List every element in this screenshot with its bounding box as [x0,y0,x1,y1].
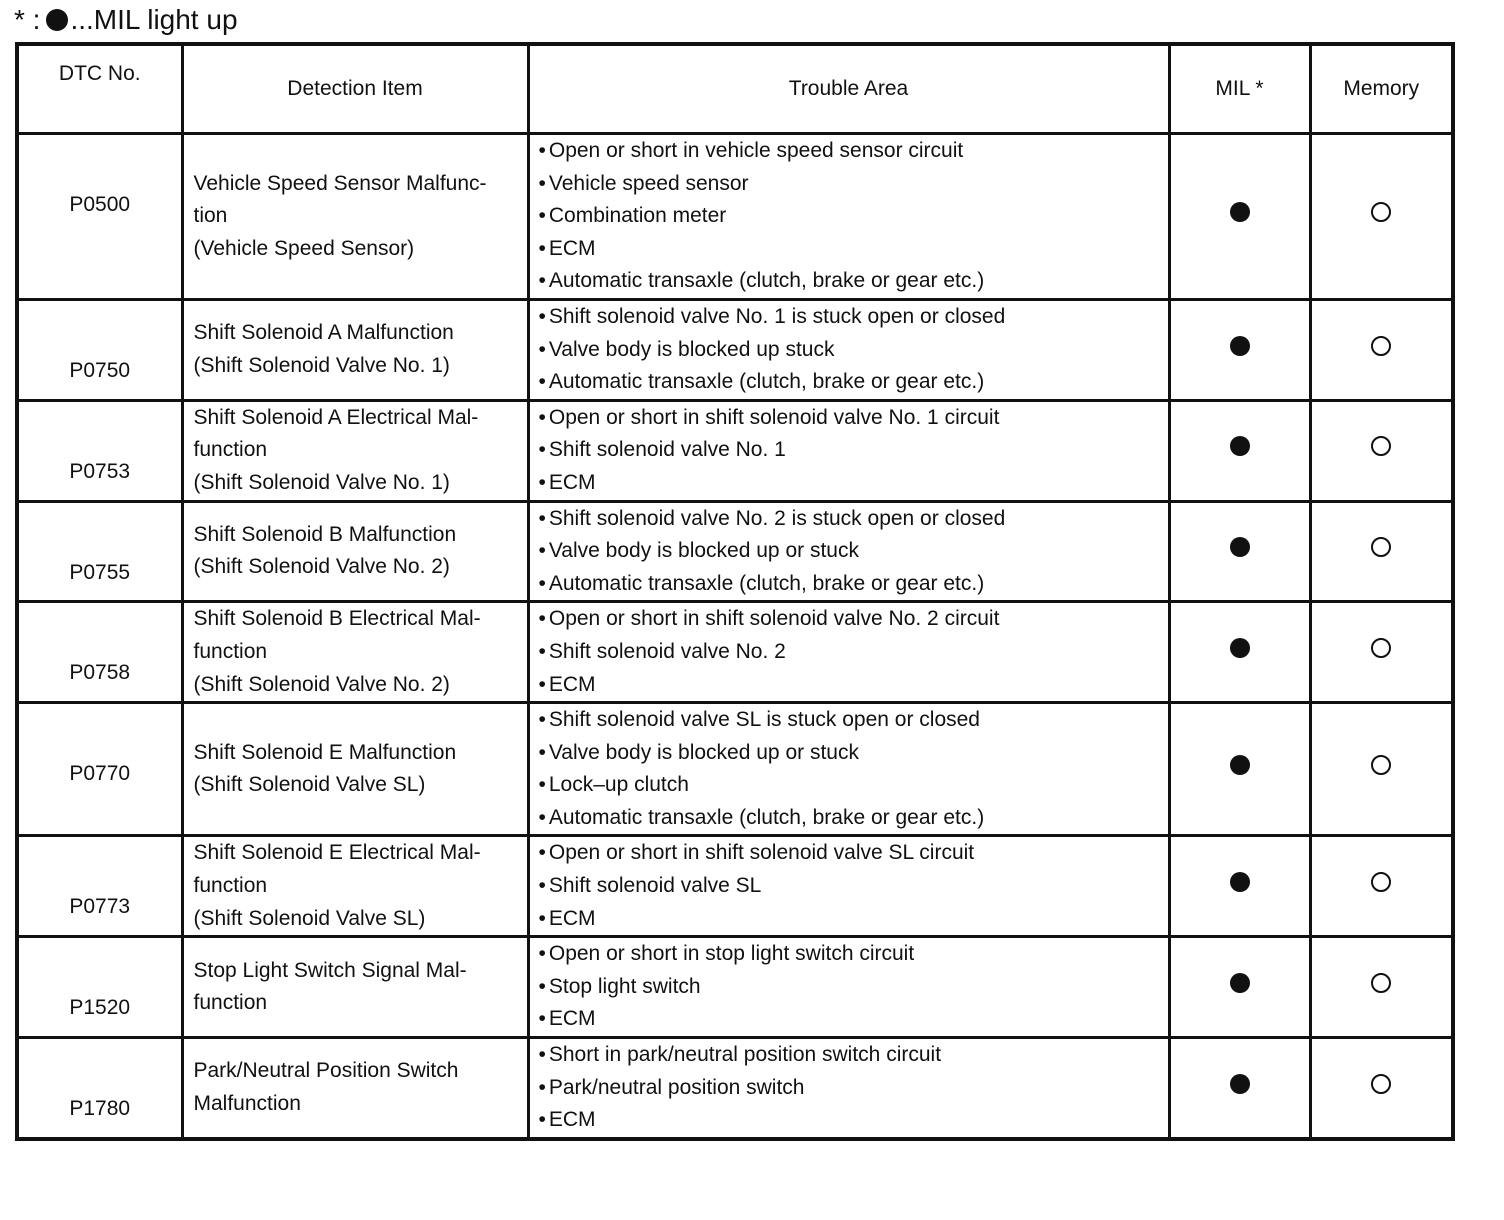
mil-cell [1169,937,1310,1038]
mil-cell [1169,134,1310,300]
dtc-table [15,42,1455,1141]
trouble-area-item: • ECM [539,903,1168,936]
detection-item-line: Malfunction [193,1091,301,1115]
open-circle-icon [1371,537,1391,557]
trouble-area-item: • Open or short in stop light switch circuit [539,938,1168,971]
trouble-area-item: • ECM [539,669,1168,702]
trouble-area-item: • Shift solenoid valve No. 1 [539,434,1168,467]
detection-item [182,602,528,703]
table-row [17,836,1453,937]
detection-item-line: function [193,874,268,898]
open-circle-icon [1371,336,1391,356]
open-circle-icon [1371,202,1391,222]
header-row [17,44,1453,134]
mil-cell [1169,299,1310,400]
trouble-area-list [539,704,1168,834]
table-row [17,501,1453,602]
memory-cell [1310,602,1453,703]
trouble-area-list [539,503,1168,601]
detection-item-line: function [193,639,268,663]
trouble-area-item: • Valve body is blocked up stuck [539,334,1168,367]
trouble-area-item: • Stop light switch [539,971,1168,1004]
trouble-area [528,602,1169,703]
filled-circle-icon [1230,1074,1250,1094]
detection-item-line: Shift Solenoid A Electrical Mal- [193,405,479,429]
memory-cell [1310,1038,1453,1139]
table-row [17,400,1453,501]
detection-item-line: (Shift Solenoid Valve No. 2) [193,672,450,696]
memory-cell [1310,501,1453,602]
filled-circle-icon [1230,973,1250,993]
trouble-area-item: • Shift solenoid valve No. 1 is stuck open or closed [539,301,1168,334]
trouble-area-list [539,402,1168,500]
trouble-area [528,400,1169,501]
trouble-area-item: • Open or short in shift solenoid valve SL circuit [539,837,1168,870]
detection-item-line: Vehicle Speed Sensor Malfunc- [193,171,487,195]
filled-circle-icon [1230,872,1250,892]
detection-item-line: tion [193,204,228,228]
open-circle-icon [1371,872,1391,892]
trouble-area-list [539,837,1168,935]
trouble-area-item: • Vehicle speed sensor [539,168,1168,201]
detection-item-line: function [193,438,268,462]
table-row [17,703,1453,836]
trouble-area [528,1038,1169,1139]
header-memory: Memory [1310,44,1453,134]
filled-circle-icon [1230,537,1250,557]
trouble-area-item: • ECM [539,1104,1168,1137]
detection-item [182,501,528,602]
memory-cell [1310,703,1453,836]
trouble-area-item: • ECM [539,233,1168,266]
filled-circle-icon [1230,755,1250,775]
trouble-area-item: • Automatic transaxle (clutch, brake or gear etc.) [539,568,1168,601]
dtc-code: P0773 [17,836,182,937]
header-mil: MIL * [1169,44,1310,134]
trouble-area-item: • Valve body is blocked up or stuck [539,535,1168,568]
trouble-area [528,937,1169,1038]
filled-circle-icon [1230,638,1250,658]
memory-cell [1310,134,1453,300]
trouble-area-item: • Shift solenoid valve No. 2 is stuck open or closed [539,503,1168,536]
filled-circle-icon [46,9,68,31]
legend [14,2,238,38]
detection-item-line: Shift Solenoid E Malfunction [193,740,457,764]
trouble-area-item: • Automatic transaxle (clutch, brake or gear etc.) [539,366,1168,399]
trouble-area-item: • Open or short in shift solenoid valve No. 2 circuit [539,603,1168,636]
trouble-area-item: • Automatic transaxle (clutch, brake or gear etc.) [539,802,1168,835]
detection-item-line: Shift Solenoid B Malfunction [193,522,457,546]
trouble-area-list [539,301,1168,399]
detection-item-line: (Shift Solenoid Valve No. 1) [193,470,450,494]
open-circle-icon [1371,436,1391,456]
table-row [17,937,1453,1038]
filled-circle-icon [1230,336,1250,356]
trouble-area-item: • Combination meter [539,200,1168,233]
header-trouble-area: Trouble Area [528,44,1169,134]
open-circle-icon [1371,1074,1391,1094]
detection-item [182,134,528,300]
trouble-area [528,299,1169,400]
dtc-code: P0755 [17,501,182,602]
dtc-code: P0770 [17,703,182,836]
trouble-area-list [539,938,1168,1036]
dtc-code: P0500 [17,134,182,300]
detection-item [182,937,528,1038]
trouble-area-item: • Shift solenoid valve SL is stuck open or closed [539,704,1168,737]
mil-cell [1169,836,1310,937]
trouble-area-item: • Automatic transaxle (clutch, brake or gear etc.) [539,265,1168,298]
dtc-code: P1780 [17,1038,182,1139]
detection-item [182,299,528,400]
trouble-area-item: • Shift solenoid valve No. 2 [539,636,1168,669]
table-header [17,44,1453,134]
trouble-area [528,134,1169,300]
table-row [17,134,1453,300]
detection-item [182,400,528,501]
filled-circle-icon [1230,202,1250,222]
detection-item-line: (Shift Solenoid Valve No. 1) [193,353,450,377]
detection-item-line: (Shift Solenoid Valve SL) [193,906,426,930]
detection-item-line: Park/Neutral Position Switch [193,1059,459,1083]
mil-cell [1169,602,1310,703]
open-circle-icon [1371,638,1391,658]
trouble-area-item: • Open or short in vehicle speed sensor circuit [539,135,1168,168]
trouble-area [528,703,1169,836]
memory-cell [1310,937,1453,1038]
mil-cell [1169,400,1310,501]
trouble-area-item: • Valve body is blocked up or stuck [539,737,1168,770]
trouble-area-item: • Open or short in shift solenoid valve No. 1 circuit [539,402,1168,435]
table-row [17,299,1453,400]
filled-circle-icon [1230,436,1250,456]
memory-cell [1310,299,1453,400]
trouble-area-list [539,135,1168,298]
detection-item-line: (Vehicle Speed Sensor) [193,236,415,260]
dtc-code: P1520 [17,937,182,1038]
trouble-area-item: • ECM [539,467,1168,500]
table-body [17,134,1453,1139]
trouble-area-list [539,603,1168,701]
open-circle-icon [1371,973,1391,993]
dtc-code: P0758 [17,602,182,703]
table-row [17,1038,1453,1139]
memory-cell [1310,836,1453,937]
open-circle-icon [1371,755,1391,775]
detection-item [182,836,528,937]
trouble-area-item: • Park/neutral position switch [539,1072,1168,1105]
mil-cell [1169,703,1310,836]
detection-item [182,703,528,836]
memory-cell [1310,400,1453,501]
trouble-area-item: • ECM [539,1003,1168,1036]
legend-prefix: * : [14,4,41,35]
detection-item-line: Shift Solenoid B Electrical Mal- [193,607,481,631]
detection-item-line: (Shift Solenoid Valve No. 2) [193,555,450,579]
trouble-area-list [539,1039,1168,1137]
trouble-area-item: • Short in park/neutral position switch circuit [539,1039,1168,1072]
header-dtc-no: DTC No. [17,44,182,134]
table-row [17,602,1453,703]
trouble-area [528,501,1169,602]
detection-item-line: function [193,991,268,1015]
detection-item-line: Shift Solenoid E Electrical Mal- [193,841,481,865]
dtc-code: P0753 [17,400,182,501]
legend-suffix: ...MIL light up [70,4,238,35]
header-detection-item: Detection Item [182,44,528,134]
detection-item-line: Stop Light Switch Signal Mal- [193,958,467,982]
detection-item [182,1038,528,1139]
trouble-area-item: • Lock–up clutch [539,769,1168,802]
trouble-area [528,836,1169,937]
mil-cell [1169,501,1310,602]
trouble-area-item: • Shift solenoid valve SL [539,870,1168,903]
dtc-code: P0750 [17,299,182,400]
detection-item-line: (Shift Solenoid Valve SL) [193,773,426,797]
mil-cell [1169,1038,1310,1139]
detection-item-line: Shift Solenoid A Malfunction [193,321,454,345]
